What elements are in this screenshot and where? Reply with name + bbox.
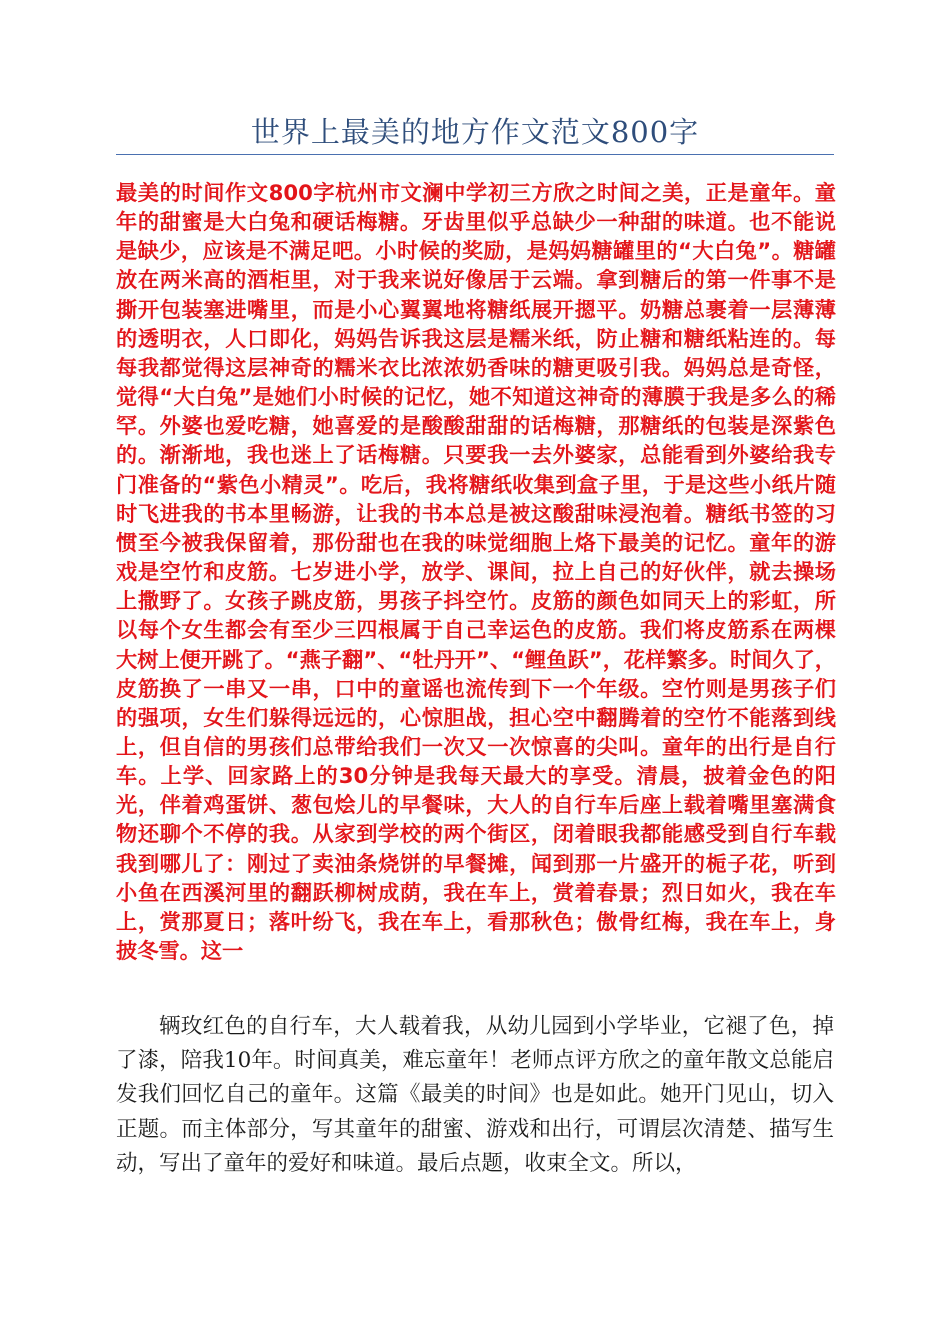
document-title: 世界上最美的地方作文范文800字 (250, 115, 700, 149)
highlighted-essay-paragraph: 最美的时间作文800字杭州市文澜中学初三方欣之时间之美，正是童年。童年的甜蜜是大白兔和硬话梅糖。牙齿里似乎总缺少一种甜的味道。也不能说是缺少，应该是不满足吧。小时候的奖励，是妈妈糖罐里的“大白兔”。糖罐放在两米高的酒柜里，对于我来说好像居于云端。拿到糖后的第一件事不是撕开包装塞进嘴里，而是小心翼翼地将糖纸展开摁平。奶糖总裹着一层薄薄的透明衣，人口即化，妈妈告诉我这层是糯米纸，防止糖和糖纸粘连的。每每我都觉得这层神奇的糯米衣比浓浓奶香味的糖更吸引我。妈妈总是奇怪，觉得“大白兔”是她们小时候的记忆，她不知道这神奇的薄膜于我是多么的稀罕。外婆也爱吃糖，她喜爱的是酸酸甜甜的话梅糖，那糖纸的包装是深紫色的。渐渐地，我也迷上了话梅糖。只要我一去外婆家，总能看到外婆给我专门准备的“紫色小精灵”。吃后，我将糖纸收集到盒子里，于是这些小纸片随时飞进我的书本里畅游，让我的书本总是被这酸甜味浸泡着。糖纸书签的习惯至今被我保留着，那份甜也在我的味觉细胞上烙下最美的记忆。童年的游戏是空竹和皮筋。七岁进小学，放学、课间，拉上自己的好伙伴，就去操场上撒野了。女孩子跳皮筋，男孩子抖空竹。皮筋的颜色如同天上的彩虹，所以每个女生都会有至少三四根属于自己幸运色的皮筋。我们将皮筋系在两棵大树上便开跳了。“燕子翻”、“牡丹开”、“鲤鱼跃”，花样繁多。时间久了，皮筋换了一串又一串，口中的童谣也流传到下一个年级。空竹则是男孩子们的强项，女生们躲得远远的，心惊胆战，担心空中翻腾着的空竹不能落到线上，但自信的男孩们总带给我们一次又一次惊喜的尖叫。童年的出行是自行车。上学、回家路上的30分钟是我每天最大的享受。清晨，披着金色的阳光，伴着鸡蛋饼、葱包烩儿的早餐味，大人的自行车后座上载着嘴里塞满食物还聊个不停的我。从家到学校的两个街区，闭着眼我都能感受到自行车载我到哪儿了：刚过了卖油条烧饼的早餐摊，闻到那一片盛开的栀子花，听到小鱼在西溪河里的翻跃柳树成荫，我在车上，赏着春景；烈日如火，我在车上，赏那夏日；落叶纷飞，我在车上，看那秋色；傲骨红梅，我在车上，身披冬雪。这一 (116, 180, 836, 964)
essay-body-paragraph: 辆玫红色的自行车，大人载着我，从幼儿园到小学毕业，它褪了色，掉了漆，陪我10年。时间真美，难忘童年！老师点评方欣之的童年散文总能启发我们回忆自己的童年。这篇《最美的时间》也是如此。她开门见山，切入正题。而主体部分，写其童年的甜蜜、游戏和出行，可谓层次清楚、描写生动，写出了童年的爱好和味道。最后点题，收束全文。所以， (116, 1014, 834, 1176)
title-underline (116, 154, 834, 155)
